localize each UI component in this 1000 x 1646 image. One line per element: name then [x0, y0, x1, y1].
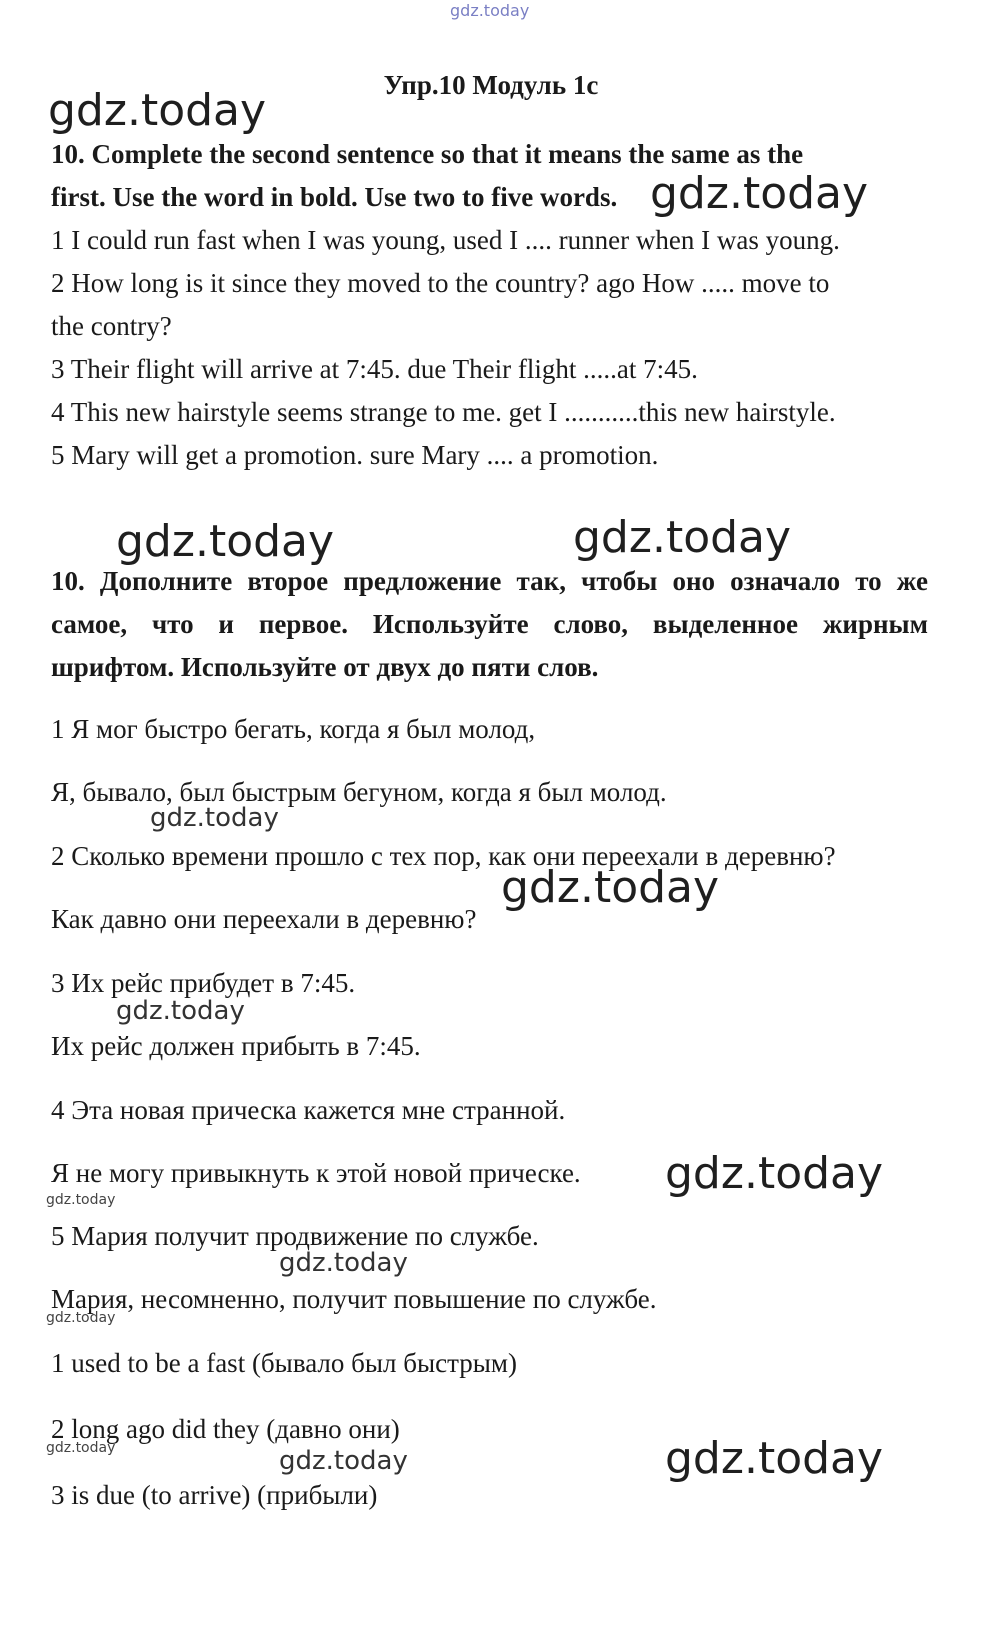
watermark: gdz.today	[46, 1310, 116, 1326]
watermark: gdz.today	[573, 512, 792, 563]
russian-item: 4 Эта новая прическа кажется мне странной.	[51, 1095, 566, 1125]
watermark: gdz.today	[46, 1440, 116, 1456]
russian-item: Как давно они переехали в деревню?	[51, 904, 477, 934]
russian-item: Мария, несомненно, получит повышение по службе.	[51, 1284, 657, 1314]
page-title: Упр.10 Модуль 1с	[383, 70, 599, 100]
english-item: 2 How long is it since they moved to the country? ago How ..... move to	[51, 268, 830, 298]
answer-item: 1 used to be a fast (бывало был быстрым)	[51, 1348, 517, 1378]
watermark: gdz.today	[46, 1192, 116, 1208]
russian-item: 3 Их рейс прибудет в 7:45.	[51, 968, 356, 998]
english-heading-line-2: first. Use the word in bold. Use two to five words.	[51, 182, 618, 212]
english-heading-line-1: 10. Complete the second sentence so that it means the same as the	[51, 139, 804, 169]
watermark: gdz.today	[48, 85, 267, 136]
russian-item: Я, бывало, был быстрым бегуном, когда я был молод.	[51, 777, 667, 807]
answer-item: 3 is due (to arrive) (прибыли)	[51, 1480, 378, 1510]
russian-heading-line-1: 10. Дополните второе предложение так, чтобы оно означало то же	[51, 566, 928, 596]
russian-heading-line-2: самое, что и первое. Используйте слово, выделенное жирным	[51, 609, 928, 639]
watermark: gdz.today	[665, 1148, 884, 1199]
watermark: gdz.today	[501, 862, 720, 913]
watermark: gdz.today	[150, 803, 279, 833]
watermark: gdz.today	[116, 516, 335, 567]
watermark: gdz.today	[116, 996, 245, 1026]
russian-item: Их рейс должен прибыть в 7:45.	[51, 1031, 421, 1061]
russian-item: 2 Сколько времени прошло с тех пор, как они переехали в деревню?	[51, 841, 836, 871]
russian-heading-line-3: шрифтом. Используйте от двух до пяти слов.	[51, 652, 599, 682]
watermark: gdz.today	[650, 168, 869, 219]
russian-item: Я не могу привыкнуть к этой новой прическе.	[51, 1158, 581, 1188]
russian-item: 1 Я мог быстро бегать, когда я был молод,	[51, 714, 536, 744]
russian-item: 5 Мария получит продвижение по службе.	[51, 1221, 539, 1251]
english-item: the contry?	[51, 311, 172, 341]
answer-item: 2 long ago did they (давно они)	[51, 1414, 400, 1444]
watermark: gdz.today	[279, 1248, 408, 1278]
english-item: 3 Their flight will arrive at 7:45. due Their flight .....at 7:45.	[51, 354, 698, 384]
english-item: 1 I could run fast when I was young, used I .... runner when I was young.	[51, 225, 840, 255]
english-item: 4 This new hairstyle seems strange to me. get I ...........this new hairstyle.	[51, 397, 836, 427]
english-item: 5 Mary will get a promotion. sure Mary .... a promotion.	[51, 440, 659, 470]
watermark-top: gdz.today	[450, 1, 530, 20]
watermark: gdz.today	[665, 1433, 884, 1484]
watermark: gdz.today	[279, 1446, 408, 1476]
